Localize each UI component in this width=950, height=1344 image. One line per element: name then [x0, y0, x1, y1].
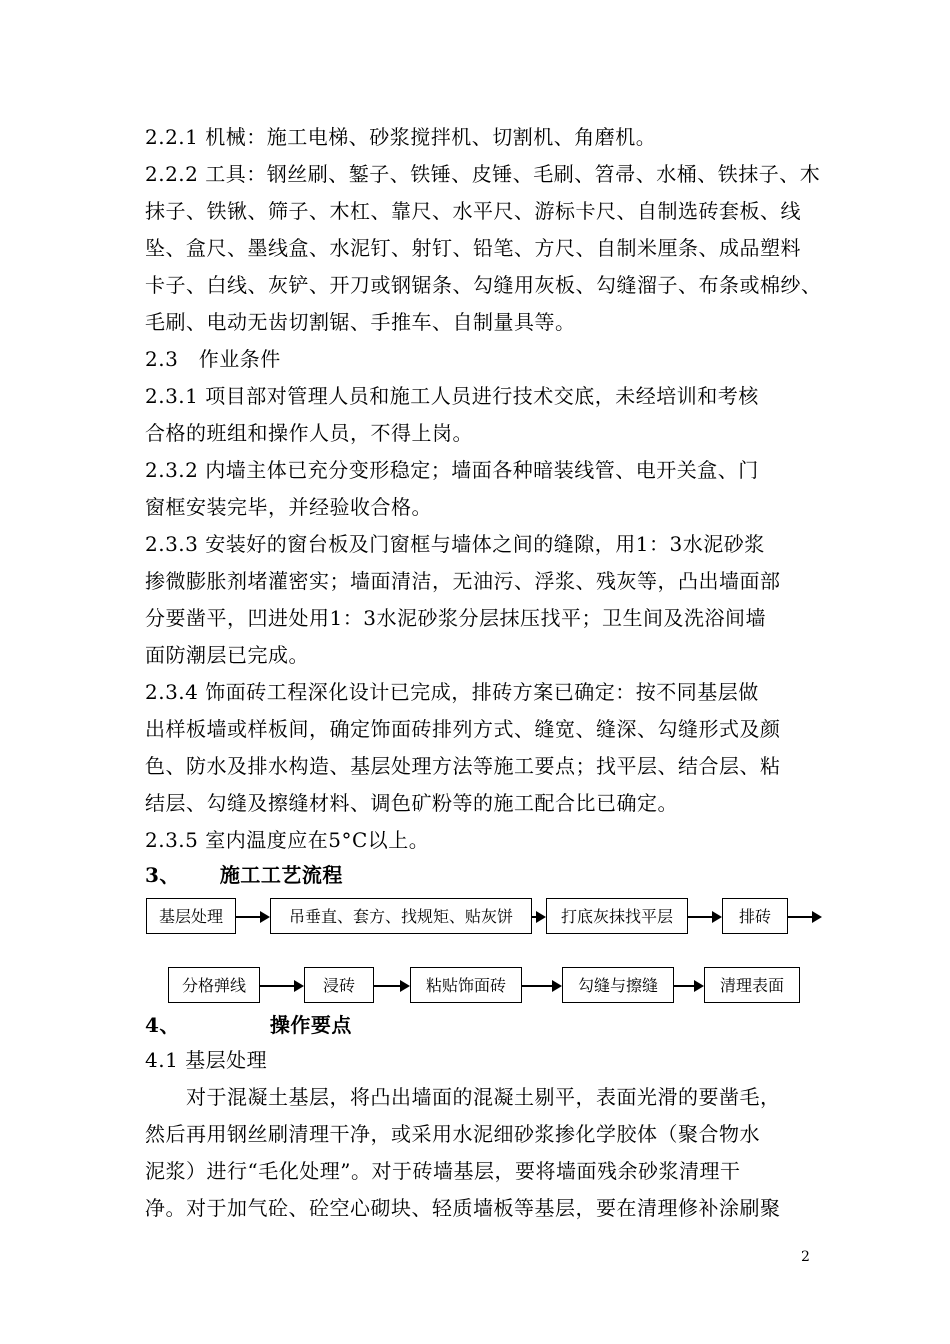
text-line: 掺微膨胀剂堵灌密实；墙面清洁，无油污、浮浆、残灰等，凸出墙面部: [145, 569, 781, 593]
text-line: 2.3.4 饰面砖工程深化设计已完成，排砖方案已确定：按不同基层做: [145, 680, 759, 704]
text-line: 坠、盒尺、墨线盒、水泥钉、射钉、铅笔、方尺、自制米厘条、成品塑料: [145, 236, 801, 260]
section-number: 3、: [145, 863, 180, 887]
section-heading-2-3: 2.3 作业条件: [145, 347, 281, 371]
flow-step-box: 吊垂直、套方、找规矩、贴灰饼: [270, 898, 532, 934]
flow-arrow: [688, 916, 720, 918]
flow-step-box: 浸砖: [304, 967, 374, 1003]
section-title: 施工工艺流程: [219, 863, 343, 887]
section-number: 4、: [145, 1013, 180, 1037]
flow-arrow: [674, 985, 702, 987]
text-line: 2.3.2 内墙主体已充分变形稳定；墙面各种暗装线管、电开关盒、门: [145, 458, 759, 482]
flow-arrow: [788, 916, 820, 918]
text-line: 毛刷、电动无齿切割锯、手推车、自制量具等。: [145, 310, 576, 334]
flow-step-box: 勾缝与擦缝: [562, 967, 674, 1003]
text-line: 面防潮层已完成。: [145, 643, 309, 667]
text-line: 净。对于加气砼、砼空心砌块、轻质墙板等基层，要在清理修补涂刷聚: [145, 1196, 781, 1220]
text-line: 2.3.1 项目部对管理人员和施工人员进行技术交底，未经培训和考核: [145, 384, 759, 408]
text-line: 色、防水及排水构造、基层处理方法等施工要点；找平层、结合层、粘: [145, 754, 781, 778]
section-heading-4: [145, 1006, 825, 1044]
text-line: 分要凿平，凹进处用1：3水泥砂浆分层抹压找平；卫生间及洗浴间墙: [145, 606, 766, 630]
text-line: 抹子、铁锹、筛子、木杠、靠尺、水平尺、游标卡尺、自制选砖套板、线: [145, 199, 801, 223]
flow-arrow: [522, 985, 560, 987]
flow-arrow: [260, 985, 302, 987]
text-line: 合格的班组和操作人员，不得上岗。: [145, 421, 473, 445]
section-heading-3: [145, 856, 825, 894]
flow-arrow: [236, 916, 268, 918]
flow-arrow: [374, 985, 408, 987]
text-line: 2.3.3 安装好的窗台板及门窗框与墙体之间的缝隙，用1：3水泥砂浆: [145, 532, 765, 556]
flow-step-box: 清理表面: [704, 967, 800, 1003]
text-line: 结层、勾缝及擦缝材料、调色矿粉等的施工配合比已确定。: [145, 791, 678, 815]
text-line: 泥浆）进行“毛化处理”。对于砖墙基层，要将墙面残余砂浆清理干: [145, 1159, 741, 1183]
flow-step-box: 打底灰抹找平层: [546, 898, 688, 934]
flow-step-box: 基层处理: [146, 898, 236, 934]
section-heading-4-1: 4.1 基层处理: [145, 1048, 268, 1072]
text-line: 2.3.5 室内温度应在5°C以上。: [145, 828, 430, 852]
flow-step-box: 分格弹线: [168, 967, 260, 1003]
text-line: 2.2.1 机械：施工电梯、砂浆搅拌机、切割机、角磨机。: [145, 125, 657, 149]
text-line: 出样板墙或样板间，确定饰面砖排列方式、缝宽、缝深、勾缝形式及颜: [145, 717, 781, 741]
page-number: 2: [801, 1249, 810, 1265]
text-line: 2.2.2 工具：钢丝刷、錾子、铁锤、皮锤、毛刷、笤帚、水桶、铁抹子、木: [145, 162, 821, 186]
section-title: 操作要点: [269, 1013, 352, 1037]
text-line: 然后再用钢丝刷清理干净，或采用水泥细砂浆掺化学胶体（聚合物水: [145, 1122, 760, 1146]
flow-step-box: 粘贴饰面砖: [410, 967, 522, 1003]
text-line: 窗框安装完毕，并经验收合格。: [145, 495, 432, 519]
text-line: 对于混凝土基层，将凸出墙面的混凝土剔平，表面光滑的要凿毛，: [145, 1085, 781, 1109]
flow-arrow: [532, 916, 544, 918]
text-line: 卡子、白线、灰铲、开刀或钢锯条、勾缝用灰板、勾缝溜子、布条或棉纱、: [145, 273, 822, 297]
flow-step-box: 排砖: [722, 898, 788, 934]
